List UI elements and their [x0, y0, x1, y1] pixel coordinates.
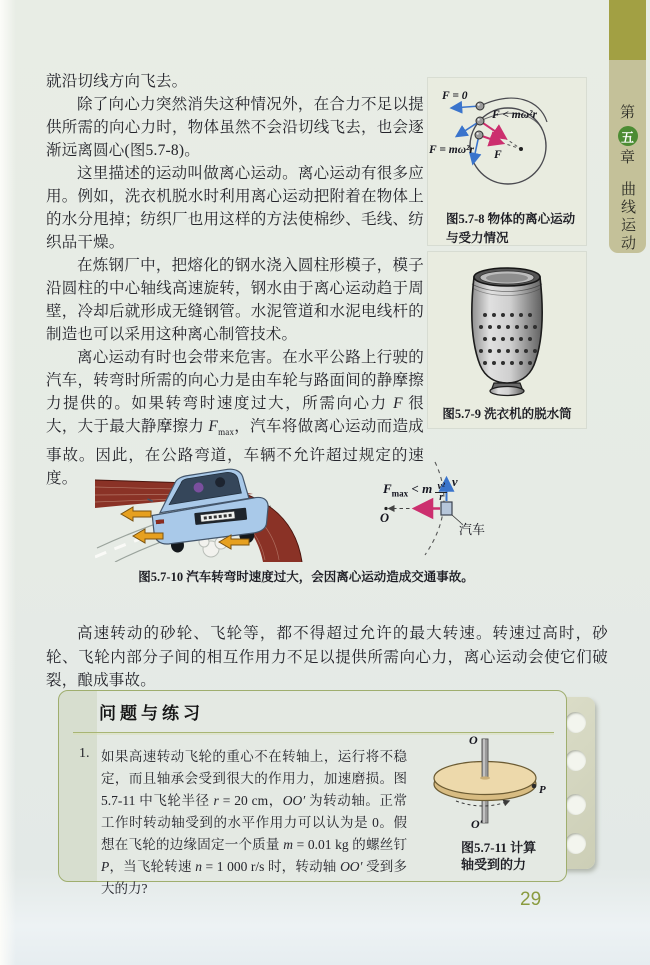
- car-square: [441, 502, 452, 515]
- label-f-zero: F = 0: [442, 90, 468, 102]
- figure-578-panel: [428, 78, 586, 245]
- figure-5710-caption: 图5.7-10 汽车转弯时速度过大，会因离心运动造成交通事故。: [138, 570, 474, 584]
- paragraph-6: 高速转动的砂轮、飞轮等，都不得超过允许的最大转速。转速过高时，砂轮、飞轮内部分子间的相互作用力不足以提供所需向心力，离心运动会使它们破裂，酿成事故。: [46, 625, 608, 689]
- binder-hole: [565, 750, 586, 771]
- paragraph-4: 在炼钢厂中，把熔化的钢水浇入圆柱形模子，模子沿圆柱的中心轴线高速旋转，钢水由于离心运动趋于周壁，冷却后就形成无缝钢管。水泥管道和水泥电线杆的制造也可以采用这种离心制管技术。: [46, 257, 424, 343]
- fmax-formula: $F_{max} < m$ $\frac{\text{v²}}{r}$: [383, 481, 445, 503]
- drum-body: [472, 277, 542, 383]
- page-left-edge: [0, 0, 16, 965]
- drum-base: [490, 387, 524, 396]
- center-point: [384, 507, 387, 510]
- figure-578-caption-line2: 与受力情况: [446, 231, 509, 245]
- screw-p: [532, 784, 537, 789]
- page-number: 29: [520, 889, 542, 910]
- force-arrow: [480, 121, 505, 138]
- exercise-item-number: 1.: [79, 746, 90, 761]
- paragraph-2: 除了向心力突然消失这种情况外，在合力不足以提供所需的向心力时，物体虽然不会沿切线飞去，也会逐渐远离圆心(图5.7-8)。: [46, 96, 424, 159]
- figure-579-panel: [428, 252, 586, 428]
- chapter-side-tab: [609, 0, 646, 253]
- car-skidding-illustration: [95, 450, 310, 562]
- chapter-title: 曲线运动: [619, 181, 635, 253]
- label-f: F: [494, 149, 502, 161]
- label-o: O: [469, 733, 478, 747]
- figure-579-caption: 图5.7-9 洗衣机的脱水筒: [442, 407, 572, 421]
- label-p: P: [539, 784, 546, 796]
- label-f-equal: F = mω²r: [429, 144, 474, 156]
- figure-5711: [409, 731, 561, 873]
- paragraph-5: 离心运动有时也会带来危害。在水平公路上行驶的汽车，转弯时所需的向心力是由车轮与路面间的静摩擦力提供的。如果转弯时速度过大，所需向心力 F 很大，大于最大静摩擦力 $F_{max}$，汽车将做离心运动而造成事故。因此，在公路弯道，车辆不允许超过规定的速度。: [46, 349, 425, 488]
- exercise-item-text: 如果高速转动飞轮的重心不在转轴上，运行将不稳定，而且轴承会受到很大的作用力，加速磨损。图5.7-11 中飞轮半径 r = 20 cm，OO′ 为转动轴。正常工作时转动轴受到的水平作用力可以认为是 0。假想在飞轮的边缘固定一个质量 m = 0.01 kg 的螺丝钉 P，当飞轮转速 n = 1 000 r/s 时，转动轴 OO′ 受到多大的力?: [101, 749, 408, 896]
- label-o-prime: O′: [471, 817, 484, 831]
- car-force-diagram: [375, 452, 525, 567]
- label-car: 汽车: [459, 522, 486, 537]
- flywheel-diagram: [409, 731, 561, 831]
- binder-hole: [565, 712, 586, 733]
- circle-center-dot: [519, 147, 523, 151]
- binder-hole: [565, 833, 586, 854]
- exercise-box: [58, 690, 567, 896]
- centrifugal-motion-diagram: [428, 78, 586, 204]
- label-origin: O: [380, 511, 390, 525]
- figure-578-caption-line1: 图5.7-8 物体的离心运动: [446, 212, 576, 226]
- exercise-header: 问题与练习: [99, 704, 204, 723]
- paragraph-1: 就沿切线方向飞去。: [46, 73, 188, 90]
- taillight: [156, 519, 164, 524]
- side-tab-dark-cap: [609, 0, 646, 60]
- figure-5711-caption-line2: 轴受到的力: [461, 857, 527, 872]
- figure-5711-caption-line1: 图5.7-11 计算: [461, 840, 537, 855]
- label-f-less: F < mω²r: [492, 109, 537, 121]
- exercise-item-1: [79, 746, 407, 900]
- chapter-prefix: 第: [619, 105, 635, 121]
- washing-machine-drum-illustration: [457, 257, 557, 397]
- binder-hole: [565, 794, 586, 815]
- object-balls: [475, 102, 484, 139]
- paragraph-3: 这里描述的运动叫做离心运动。离心运动有很多应用。例如，洗衣机脱水时利用离心运动把附着在物体上的水分甩掉；纺织厂也用这样的方法使棉纱、毛线、纺织品干燥。: [46, 165, 424, 251]
- chapter-number-badge: 五: [618, 126, 638, 146]
- label-v: v: [452, 475, 458, 489]
- chapter-suffix: 章: [619, 150, 635, 166]
- main-text-column: [46, 70, 424, 490]
